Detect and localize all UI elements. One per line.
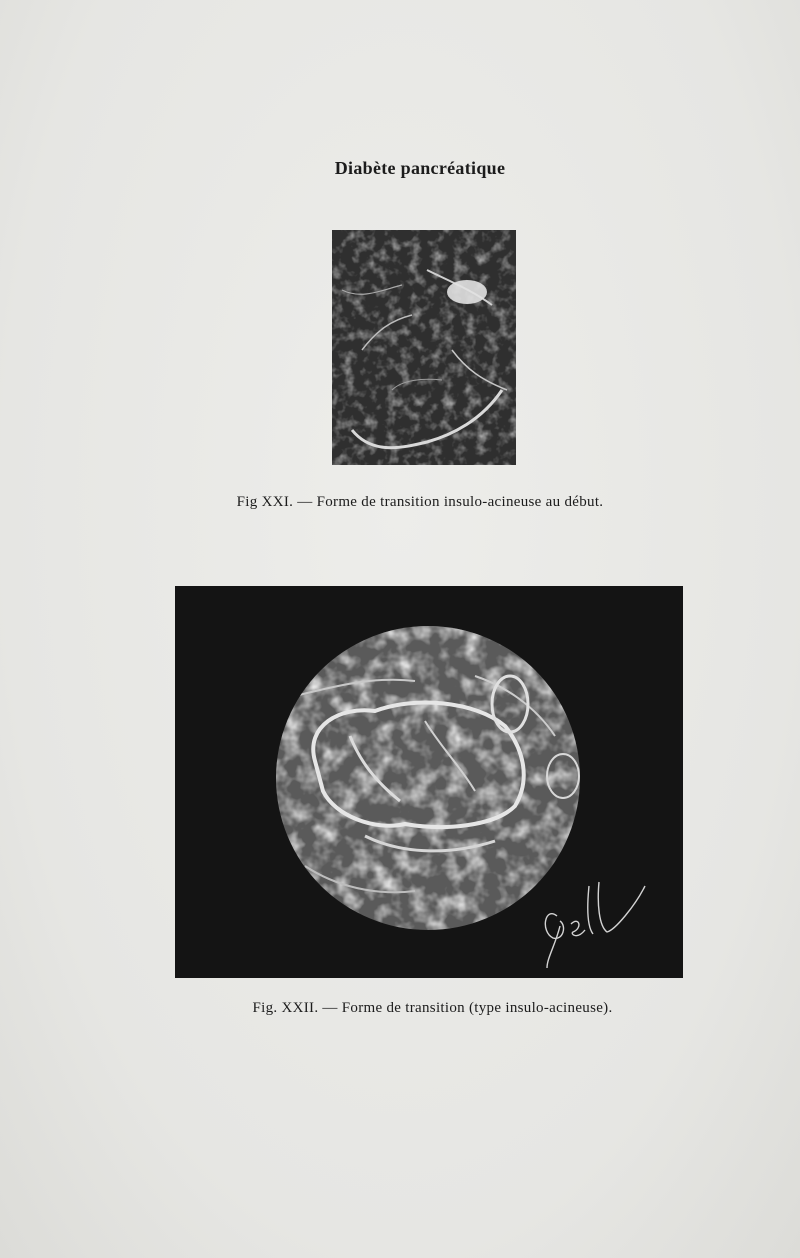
figure-xxii-caption: Fig. XXII. — Forme de transition (type insulo-acineuse). <box>252 1000 613 1016</box>
figure-xxi-caption: Fig XXI. — Forme de transition insulo-acineuse au début. <box>236 494 604 510</box>
micrograph-figure-xxii <box>175 586 683 978</box>
micrograph-figure-xxi <box>332 230 516 465</box>
page-title: Diabète pancréatique <box>334 158 506 178</box>
